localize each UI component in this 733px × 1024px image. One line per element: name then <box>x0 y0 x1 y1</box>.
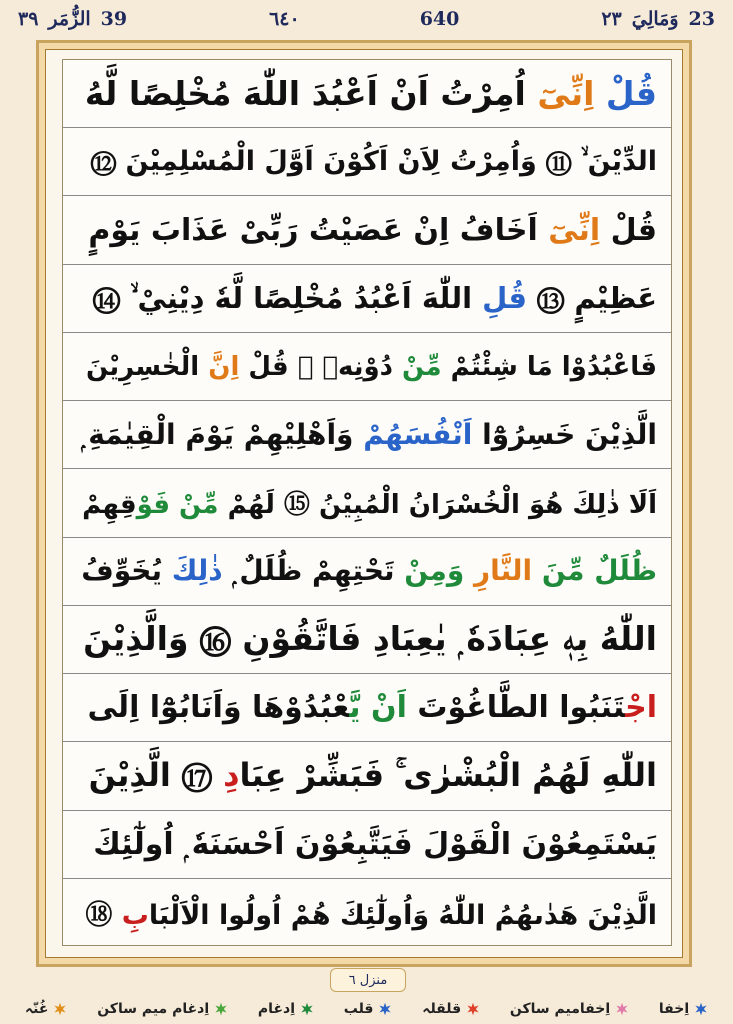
verse-line <box>63 674 671 742</box>
legend-label: قلب <box>343 1001 374 1017</box>
legend-item <box>258 1001 314 1017</box>
verse-line <box>63 811 671 879</box>
verse-segment: وَمِنْ <box>404 554 465 588</box>
verse-line <box>63 879 671 947</box>
verse-line-text <box>85 893 657 932</box>
verse-line <box>63 60 671 128</box>
verse-segment: تَنَبُوا الطَّاغُوْتَ <box>406 690 626 726</box>
verse-segment: دِ <box>223 756 240 795</box>
star-icon <box>694 1002 708 1016</box>
star-icon <box>214 1002 228 1016</box>
page-num: 640 <box>419 8 460 30</box>
legend-label: اِدغام <box>257 1001 295 1017</box>
verse-line-text <box>82 484 657 521</box>
verse-segment: اِنَّ <box>208 351 240 382</box>
verse-segment: فَاعْبُدُوْا مَا شِئْتُمْ <box>441 351 657 382</box>
legend-item <box>510 1001 629 1017</box>
page-num-arabic: ٦٤٠ <box>269 8 300 30</box>
star-icon <box>615 1002 629 1016</box>
tajweed-legend <box>0 994 733 1024</box>
header-right-group <box>601 8 715 30</box>
verse-segment: ظُلَلٌ <box>584 554 657 588</box>
quran-text-area <box>62 59 672 946</box>
verse-line <box>63 128 671 196</box>
verse-segment: وَاَهْلِيْهِمْ يَوْمَ الْقِيٰمَةِ ۭ <box>81 417 364 451</box>
star-icon <box>378 1002 392 1016</box>
verse-line-text <box>89 756 657 795</box>
legend-label: اِدغام میم ساکن <box>97 1001 210 1017</box>
verse-segment: النَّارِ <box>464 554 542 588</box>
surah-name: الزُّمَر <box>48 8 91 30</box>
star-icon <box>300 1002 314 1016</box>
legend-label: اِخفا <box>658 1001 690 1017</box>
legend-label: اِخفامیم ساکن <box>509 1001 611 1017</box>
verse-line <box>63 742 671 810</box>
legend-item <box>25 1001 67 1017</box>
verse-line <box>63 333 671 401</box>
verse-segment: الَّذِيْنَ هَدٰىهُمُ اللّٰهُ وَاُولٰٓئِكَ هُمْ اُولُوا الْاَلْبَا <box>148 900 657 932</box>
verse-line-text <box>93 281 657 316</box>
verse-segment: قُلْ <box>600 212 657 248</box>
verse-line <box>63 469 671 537</box>
verse-segment: اللّٰهِ لَهُمُ الْبُشْرٰى ۚ فَبَشِّرْ عِبَا <box>239 756 657 795</box>
verse-segment: الدِّيْنَ ۙ ⑪ وَاُمِرْتُ لِاَنْ اَكُوْنَ اَوَّلَ الْمُسْلِمِيْنَ ⑫ <box>90 145 657 177</box>
verse-segment: اَلَا ذٰلِكَ هُوَ الْخُسْرَانُ الْمُبِيْنُ ⑮ لَهُمْ <box>218 490 657 521</box>
star-icon <box>53 1002 67 1016</box>
legend-item <box>659 1001 708 1017</box>
verse-segment: ⑱ <box>85 900 122 932</box>
verse-line-text <box>93 827 657 862</box>
verse-segment: اللّٰهَ اَعْبُدُ مُخْلِصًا لَّهٗ دِيْنِيْ ۙ ⑭ <box>93 280 483 315</box>
verse-line <box>63 196 671 264</box>
verse-segment: اَنْ يَّ <box>349 690 407 726</box>
verse-segment: اُمِرْتُ اَنْ اَعْبُدَ اللّٰهَ مُخْلِصًا لَّهُ <box>84 74 538 114</box>
verse-segment: ذٰلِكَ <box>171 554 223 588</box>
verse-segment: قُلِ <box>482 280 528 315</box>
verse-segment: اَخَافُ اِنْ عَصَيْتُ رَبِّیْ عَذَابَ يَوْمٍ <box>88 212 549 248</box>
legend-item <box>344 1001 393 1017</box>
verse-line <box>63 401 671 469</box>
verse-segment: قِهِمْ <box>82 490 137 521</box>
surah-num: 39 <box>100 8 128 30</box>
verse-line <box>63 265 671 333</box>
verse-segment: عَظِيْمٍ <box>574 280 657 315</box>
legend-item <box>422 1001 480 1017</box>
verse-line-text <box>91 146 657 178</box>
surah-num-arabic: ٣٩ <box>18 8 39 30</box>
verse-segment: اِنِّیٓ <box>548 212 601 248</box>
verse-segment: يَسْتَمِعُوْنَ الْقَوْلَ فَيَتَّبِعُوْنَ اَحْسَنَهٗ ۭ اُولٰٓئِكَ <box>93 826 657 862</box>
verse-segment: تَحْتِهِمْ ظُلَلٌ ۭ <box>222 554 405 588</box>
verse-segment: قُلْ <box>594 74 657 114</box>
para-num: 23 <box>688 8 715 30</box>
header-left-group <box>18 8 127 30</box>
verse-segment: مِّنَ <box>541 554 585 588</box>
verse-segment: ⑰ الَّذِيْنَ <box>88 756 224 795</box>
verse-line <box>63 606 671 674</box>
verse-line-text <box>88 213 657 248</box>
header-center-group <box>269 8 459 30</box>
verse-line-text <box>85 74 657 113</box>
verse-segment: عْبُدُوْهَا وَاَنَابُوْٓا اِلَى <box>87 690 350 726</box>
para-num-arabic: ٢٣ <box>601 8 622 30</box>
verse-line <box>63 538 671 606</box>
verse-segment: اجْ <box>625 690 657 726</box>
star-icon <box>466 1002 480 1016</box>
verse-segment: اِنِّیٓ <box>537 74 595 114</box>
verse-line-text <box>83 619 657 659</box>
verse-segment: اَنْفُسَهُمْ <box>363 417 473 451</box>
legend-item <box>97 1001 228 1017</box>
verse-line-text <box>81 554 657 588</box>
verse-segment: اللّٰهُ بِهٖ عِبَادَهٗ ۭ يٰعِبَادِ فَاتَّقُوْنِ ⑯ وَالَّذِيْنَ <box>83 619 657 659</box>
manzil-label: منزل ٦ <box>330 968 406 992</box>
legend-label: غُنّہ <box>24 1001 49 1017</box>
verse-segment: ⑬ <box>527 280 575 315</box>
verse-segment: دُوْنِهٖ ۭ قُلْ <box>239 351 403 382</box>
verse-segment: الْخٰسِرِيْنَ <box>85 351 209 382</box>
page-header <box>0 0 733 38</box>
verse-line-text <box>86 352 657 382</box>
verse-line-text <box>87 690 657 725</box>
verse-segment: يُخَوِّفُ <box>81 554 172 588</box>
verse-segment: مِّنْ فَوْ <box>136 490 219 521</box>
verse-segment: بِ <box>121 900 149 932</box>
verse-line-text <box>81 418 657 452</box>
verse-segment: مِّنْ <box>402 351 442 382</box>
verse-segment: الَّذِيْنَ خَسِرُوْٓا <box>472 417 657 451</box>
para-name: وَمَالِيَ <box>631 8 679 30</box>
legend-label: قلقلہ <box>422 1001 462 1017</box>
